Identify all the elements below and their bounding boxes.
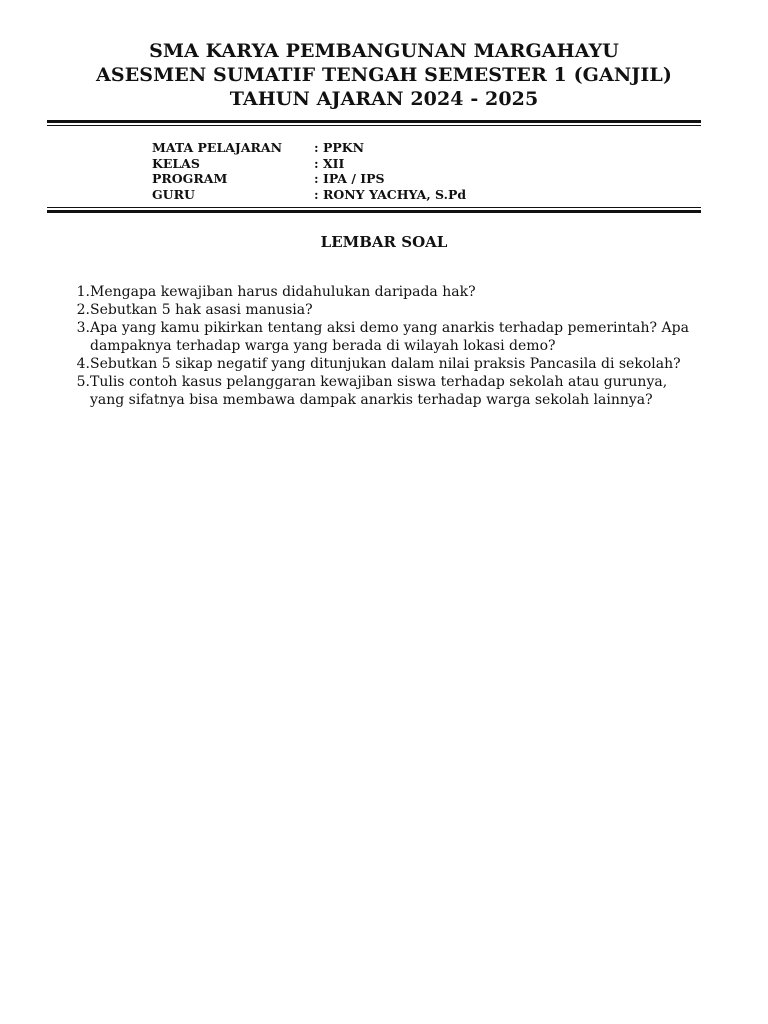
info-divider-thin	[47, 207, 701, 208]
academic-year: TAHUN AJARAN 2024 - 2025	[229, 88, 539, 110]
question-text	[90, 283, 476, 301]
question-text	[90, 301, 313, 319]
school-name: SMA KARYA PEMBANGUNAN MARGAHAYU	[149, 40, 619, 62]
info-value: : PPKN	[314, 140, 365, 155]
info-value: : IPA / IPS	[314, 171, 385, 186]
worksheet-title: LEMBAR SOAL	[320, 233, 448, 251]
question-item	[65, 319, 725, 355]
exam-name: ASESMEN SUMATIF TENGAH SEMESTER 1 (GANJIL)	[96, 64, 672, 86]
question-line: Sebutkan 5 hak asasi manusia?	[90, 302, 313, 318]
question-text	[90, 319, 689, 355]
question-line: Sebutkan 5 sikap negatif yang ditunjukan dalam nilai praksis Pancasila di sekolah?	[90, 356, 681, 372]
info-row-program	[152, 171, 466, 187]
question-number: 3.	[76, 320, 90, 336]
info-divider-thick	[47, 210, 701, 213]
info-value: : XII	[314, 155, 345, 171]
question-text	[90, 373, 667, 409]
question-item	[65, 301, 725, 319]
question-item	[65, 373, 725, 409]
question-line: dampaknya terhadap warga yang berada di wilayah lokasi demo?	[90, 338, 556, 354]
question-number: 1.	[76, 284, 90, 300]
exam-info-block	[152, 140, 466, 202]
header-divider-thick	[47, 120, 701, 123]
header-divider-thin	[47, 125, 701, 126]
question-line: Apa yang kamu pikirkan tentang aksi demo yang anarkis terhadap pemerintah? Apa	[90, 320, 689, 336]
info-label: KELAS	[152, 155, 200, 171]
question-number: 5.	[76, 374, 90, 390]
info-row-teacher	[152, 187, 466, 203]
question-line: Tulis contoh kasus pelanggaran kewajiban siswa terhadap sekolah atau gurunya,	[90, 374, 668, 390]
question-line: Mengapa kewajiban harus didahulukan daripada hak?	[90, 284, 476, 300]
info-label: MATA PELAJARAN	[152, 140, 283, 155]
document-header	[0, 39, 768, 111]
info-row-class	[152, 156, 466, 172]
info-label: GURU	[152, 186, 195, 202]
info-value: : RONY YACHYA, S.Pd	[314, 186, 467, 202]
question-item	[65, 355, 725, 373]
question-text	[90, 355, 681, 373]
question-number: 2.	[76, 302, 90, 318]
info-row-subject	[152, 140, 466, 156]
question-item	[65, 283, 725, 301]
question-line: yang sifatnya bisa membawa dampak anarkis terhadap warga sekolah lainnya?	[90, 392, 653, 408]
question-list	[65, 283, 725, 409]
question-number: 4.	[76, 356, 90, 372]
info-label: PROGRAM	[152, 171, 228, 186]
